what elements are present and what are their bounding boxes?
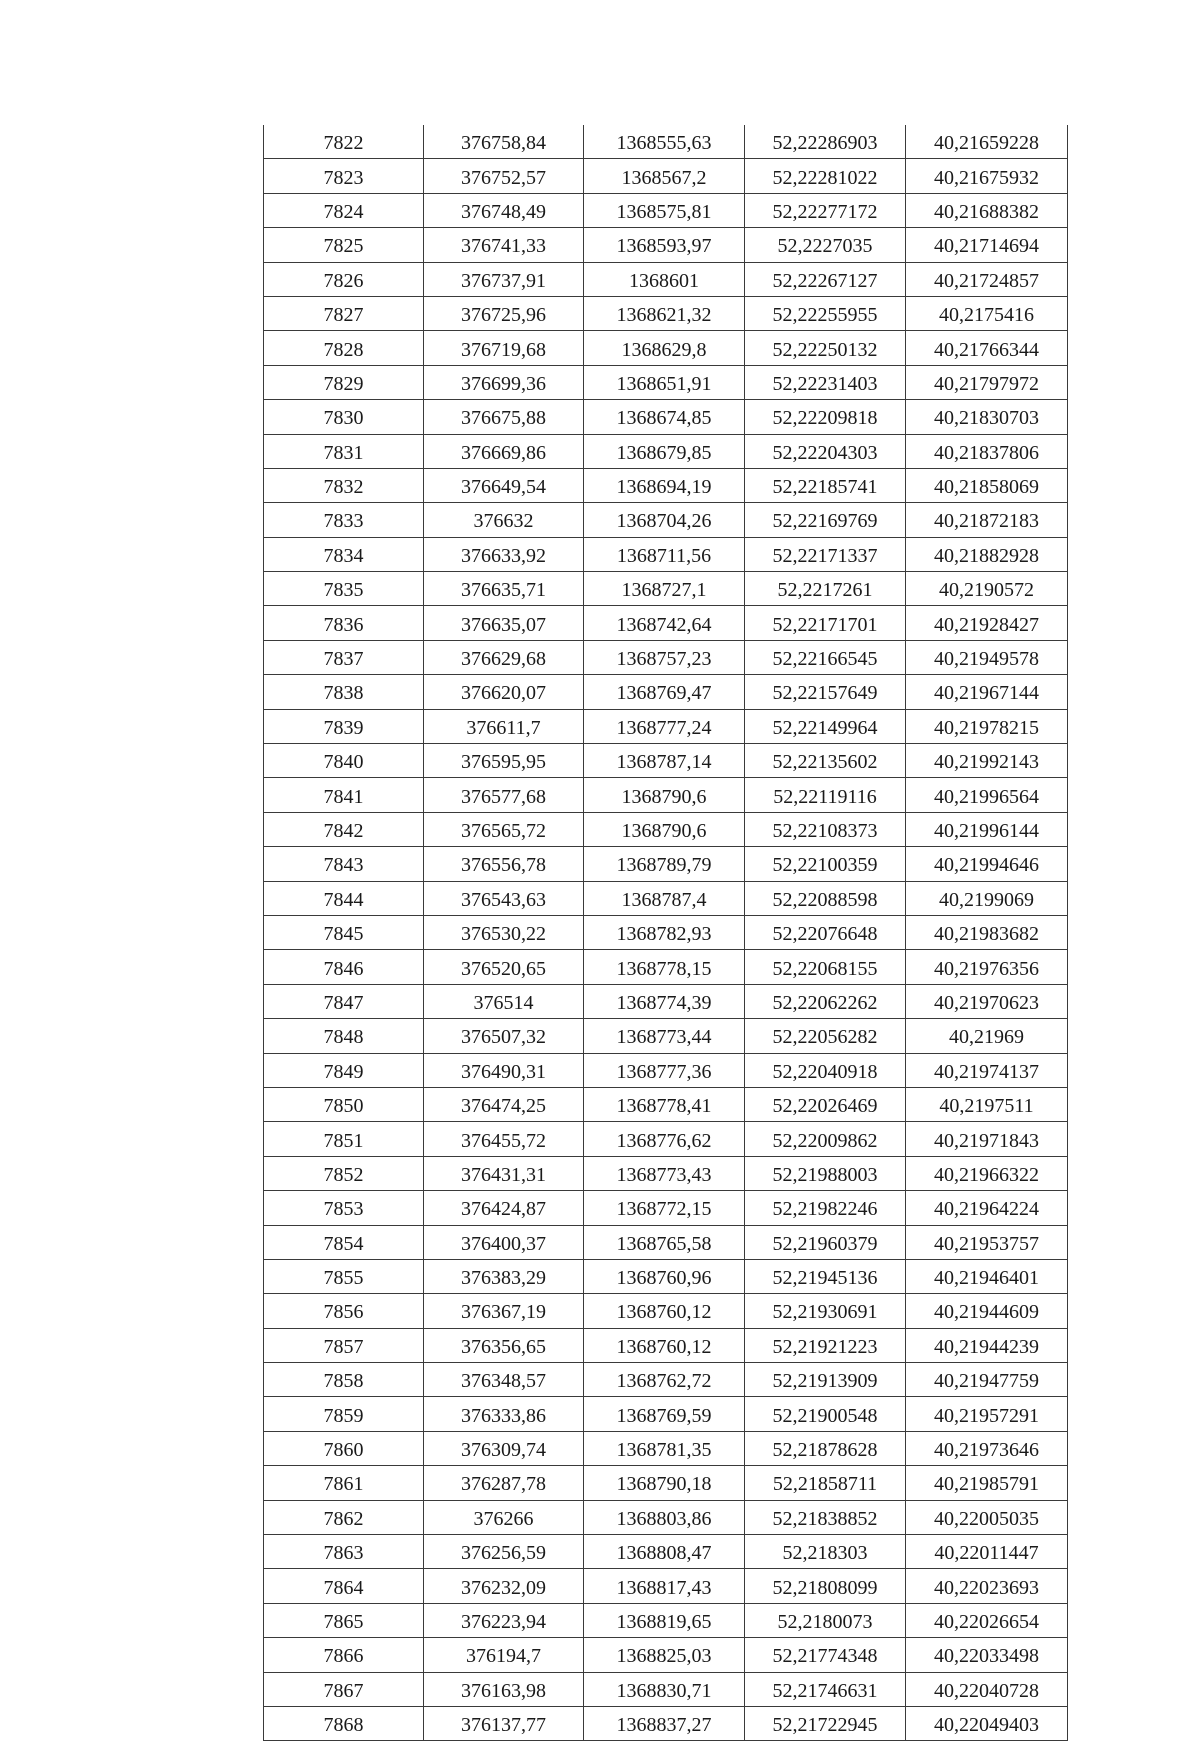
latitude-cell: 52,22267127 — [745, 262, 906, 296]
y-coordinate-cell: 1368601 — [584, 262, 745, 296]
point-number-cell: 7841 — [264, 778, 424, 812]
point-number-cell: 7832 — [264, 468, 424, 502]
table-row — [264, 572, 1068, 606]
longitude-cell: 40,21882928 — [906, 537, 1068, 571]
longitude-cell: 40,21659228 — [906, 125, 1068, 159]
table-row — [264, 640, 1068, 674]
table-row — [264, 709, 1068, 743]
longitude-cell: 40,21766344 — [906, 331, 1068, 365]
table-row — [264, 400, 1068, 434]
table-row — [264, 1603, 1068, 1637]
point-number-cell: 7854 — [264, 1225, 424, 1259]
x-coordinate-cell: 376595,95 — [424, 744, 584, 778]
point-number-cell: 7826 — [264, 262, 424, 296]
x-coordinate-cell: 376620,07 — [424, 675, 584, 709]
x-coordinate-cell: 376675,88 — [424, 400, 584, 434]
table-row — [264, 1122, 1068, 1156]
y-coordinate-cell: 1368757,23 — [584, 640, 745, 674]
latitude-cell: 52,21746631 — [745, 1672, 906, 1706]
y-coordinate-cell: 1368808,47 — [584, 1535, 745, 1569]
point-number-cell: 7865 — [264, 1603, 424, 1637]
longitude-cell: 40,21974137 — [906, 1053, 1068, 1087]
longitude-cell: 40,21946401 — [906, 1259, 1068, 1293]
y-coordinate-cell: 1368773,43 — [584, 1156, 745, 1190]
x-coordinate-cell: 376356,65 — [424, 1328, 584, 1362]
x-coordinate-cell: 376400,37 — [424, 1225, 584, 1259]
longitude-cell: 40,21837806 — [906, 434, 1068, 468]
longitude-cell: 40,21985791 — [906, 1466, 1068, 1500]
point-number-cell: 7860 — [264, 1431, 424, 1465]
y-coordinate-cell: 1368674,85 — [584, 400, 745, 434]
x-coordinate-cell: 376287,78 — [424, 1466, 584, 1500]
table-row — [264, 1466, 1068, 1500]
point-number-cell: 7837 — [264, 640, 424, 674]
longitude-cell: 40,21964224 — [906, 1191, 1068, 1225]
table-row — [264, 1638, 1068, 1672]
x-coordinate-cell: 376669,86 — [424, 434, 584, 468]
point-number-cell: 7849 — [264, 1053, 424, 1087]
point-number-cell: 7844 — [264, 881, 424, 915]
y-coordinate-cell: 1368769,47 — [584, 675, 745, 709]
latitude-cell: 52,22068155 — [745, 950, 906, 984]
longitude-cell: 40,2175416 — [906, 296, 1068, 330]
y-coordinate-cell: 1368760,12 — [584, 1328, 745, 1362]
longitude-cell: 40,21978215 — [906, 709, 1068, 743]
table-row — [264, 1328, 1068, 1362]
longitude-cell: 40,21714694 — [906, 228, 1068, 262]
x-coordinate-cell: 376223,94 — [424, 1603, 584, 1637]
point-number-cell: 7863 — [264, 1535, 424, 1569]
latitude-cell: 52,22171701 — [745, 606, 906, 640]
y-coordinate-cell: 1368711,56 — [584, 537, 745, 571]
y-coordinate-cell: 1368772,15 — [584, 1191, 745, 1225]
longitude-cell: 40,21858069 — [906, 468, 1068, 502]
x-coordinate-cell: 376266 — [424, 1500, 584, 1534]
coordinates-table-body — [264, 125, 1068, 1741]
y-coordinate-cell: 1368762,72 — [584, 1363, 745, 1397]
y-coordinate-cell: 1368773,44 — [584, 1019, 745, 1053]
latitude-cell: 52,21838852 — [745, 1500, 906, 1534]
table-row — [264, 1535, 1068, 1569]
latitude-cell: 52,22100359 — [745, 847, 906, 881]
latitude-cell: 52,22209818 — [745, 400, 906, 434]
table-row — [264, 1500, 1068, 1534]
point-number-cell: 7827 — [264, 296, 424, 330]
point-number-cell: 7835 — [264, 572, 424, 606]
y-coordinate-cell: 1368776,62 — [584, 1122, 745, 1156]
point-number-cell: 7856 — [264, 1294, 424, 1328]
y-coordinate-cell: 1368694,19 — [584, 468, 745, 502]
point-number-cell: 7839 — [264, 709, 424, 743]
point-number-cell: 7868 — [264, 1706, 424, 1740]
latitude-cell: 52,22171337 — [745, 537, 906, 571]
x-coordinate-cell: 376719,68 — [424, 331, 584, 365]
longitude-cell: 40,2199069 — [906, 881, 1068, 915]
point-number-cell: 7853 — [264, 1191, 424, 1225]
latitude-cell: 52,21808099 — [745, 1569, 906, 1603]
point-number-cell: 7825 — [264, 228, 424, 262]
latitude-cell: 52,21921223 — [745, 1328, 906, 1362]
table-row — [264, 1019, 1068, 1053]
x-coordinate-cell: 376649,54 — [424, 468, 584, 502]
x-coordinate-cell: 376611,7 — [424, 709, 584, 743]
table-row — [264, 1569, 1068, 1603]
x-coordinate-cell: 376737,91 — [424, 262, 584, 296]
y-coordinate-cell: 1368789,79 — [584, 847, 745, 881]
x-coordinate-cell: 376333,86 — [424, 1397, 584, 1431]
table-row — [264, 1706, 1068, 1740]
y-coordinate-cell: 1368778,41 — [584, 1087, 745, 1121]
x-coordinate-cell: 376530,22 — [424, 915, 584, 949]
coordinates-table — [263, 125, 1068, 1741]
x-coordinate-cell: 376163,98 — [424, 1672, 584, 1706]
point-number-cell: 7822 — [264, 125, 424, 159]
point-number-cell: 7862 — [264, 1500, 424, 1534]
table-row — [264, 675, 1068, 709]
longitude-cell: 40,22049403 — [906, 1706, 1068, 1740]
y-coordinate-cell: 1368817,43 — [584, 1569, 745, 1603]
point-number-cell: 7836 — [264, 606, 424, 640]
y-coordinate-cell: 1368781,35 — [584, 1431, 745, 1465]
latitude-cell: 52,21913909 — [745, 1363, 906, 1397]
longitude-cell: 40,21992143 — [906, 744, 1068, 778]
longitude-cell: 40,21830703 — [906, 400, 1068, 434]
longitude-cell: 40,22040728 — [906, 1672, 1068, 1706]
point-number-cell: 7858 — [264, 1363, 424, 1397]
latitude-cell: 52,21878628 — [745, 1431, 906, 1465]
latitude-cell: 52,2227035 — [745, 228, 906, 262]
point-number-cell: 7861 — [264, 1466, 424, 1500]
y-coordinate-cell: 1368774,39 — [584, 984, 745, 1018]
point-number-cell: 7867 — [264, 1672, 424, 1706]
x-coordinate-cell: 376741,33 — [424, 228, 584, 262]
table-row — [264, 365, 1068, 399]
table-row — [264, 503, 1068, 537]
y-coordinate-cell: 1368837,27 — [584, 1706, 745, 1740]
y-coordinate-cell: 1368742,64 — [584, 606, 745, 640]
x-coordinate-cell: 376629,68 — [424, 640, 584, 674]
longitude-cell: 40,2190572 — [906, 572, 1068, 606]
table-row — [264, 468, 1068, 502]
table-row — [264, 1397, 1068, 1431]
y-coordinate-cell: 1368787,4 — [584, 881, 745, 915]
point-number-cell: 7842 — [264, 812, 424, 846]
point-number-cell: 7824 — [264, 193, 424, 227]
latitude-cell: 52,22149964 — [745, 709, 906, 743]
point-number-cell: 7855 — [264, 1259, 424, 1293]
longitude-cell: 40,21973646 — [906, 1431, 1068, 1465]
point-number-cell: 7845 — [264, 915, 424, 949]
y-coordinate-cell: 1368819,65 — [584, 1603, 745, 1637]
point-number-cell: 7838 — [264, 675, 424, 709]
x-coordinate-cell: 376520,65 — [424, 950, 584, 984]
y-coordinate-cell: 1368651,91 — [584, 365, 745, 399]
latitude-cell: 52,218303 — [745, 1535, 906, 1569]
x-coordinate-cell: 376565,72 — [424, 812, 584, 846]
x-coordinate-cell: 376514 — [424, 984, 584, 1018]
latitude-cell: 52,22231403 — [745, 365, 906, 399]
latitude-cell: 52,2180073 — [745, 1603, 906, 1637]
latitude-cell: 52,2217261 — [745, 572, 906, 606]
point-number-cell: 7831 — [264, 434, 424, 468]
longitude-cell: 40,21957291 — [906, 1397, 1068, 1431]
table-row — [264, 881, 1068, 915]
longitude-cell: 40,21675932 — [906, 159, 1068, 193]
longitude-cell: 40,21976356 — [906, 950, 1068, 984]
x-coordinate-cell: 376383,29 — [424, 1259, 584, 1293]
y-coordinate-cell: 1368777,24 — [584, 709, 745, 743]
latitude-cell: 52,22108373 — [745, 812, 906, 846]
latitude-cell: 52,21930691 — [745, 1294, 906, 1328]
table-row — [264, 537, 1068, 571]
longitude-cell: 40,21969 — [906, 1019, 1068, 1053]
point-number-cell: 7840 — [264, 744, 424, 778]
latitude-cell: 52,21960379 — [745, 1225, 906, 1259]
latitude-cell: 52,22250132 — [745, 331, 906, 365]
y-coordinate-cell: 1368760,96 — [584, 1259, 745, 1293]
point-number-cell: 7847 — [264, 984, 424, 1018]
latitude-cell: 52,21982246 — [745, 1191, 906, 1225]
longitude-cell: 40,21944239 — [906, 1328, 1068, 1362]
longitude-cell: 40,22005035 — [906, 1500, 1068, 1534]
y-coordinate-cell: 1368679,85 — [584, 434, 745, 468]
table-row — [264, 1672, 1068, 1706]
latitude-cell: 52,21988003 — [745, 1156, 906, 1190]
table-row — [264, 1053, 1068, 1087]
x-coordinate-cell: 376490,31 — [424, 1053, 584, 1087]
latitude-cell: 52,22062262 — [745, 984, 906, 1018]
table-row — [264, 159, 1068, 193]
y-coordinate-cell: 1368555,63 — [584, 125, 745, 159]
table-row — [264, 1259, 1068, 1293]
x-coordinate-cell: 376748,49 — [424, 193, 584, 227]
x-coordinate-cell: 376348,57 — [424, 1363, 584, 1397]
longitude-cell: 40,21996564 — [906, 778, 1068, 812]
y-coordinate-cell: 1368765,58 — [584, 1225, 745, 1259]
x-coordinate-cell: 376699,36 — [424, 365, 584, 399]
point-number-cell: 7823 — [264, 159, 424, 193]
table-row — [264, 125, 1068, 159]
longitude-cell: 40,22011447 — [906, 1535, 1068, 1569]
table-row — [264, 847, 1068, 881]
x-coordinate-cell: 376232,09 — [424, 1569, 584, 1603]
table-row — [264, 1294, 1068, 1328]
y-coordinate-cell: 1368575,81 — [584, 193, 745, 227]
longitude-cell: 40,2197511 — [906, 1087, 1068, 1121]
latitude-cell: 52,21900548 — [745, 1397, 906, 1431]
latitude-cell: 52,22286903 — [745, 125, 906, 159]
point-number-cell: 7857 — [264, 1328, 424, 1362]
table-row — [264, 778, 1068, 812]
latitude-cell: 52,22009862 — [745, 1122, 906, 1156]
longitude-cell: 40,21994646 — [906, 847, 1068, 881]
table-row — [264, 915, 1068, 949]
x-coordinate-cell: 376309,74 — [424, 1431, 584, 1465]
latitude-cell: 52,22255955 — [745, 296, 906, 330]
table-row — [264, 1225, 1068, 1259]
point-number-cell: 7828 — [264, 331, 424, 365]
table-row — [264, 984, 1068, 1018]
longitude-cell: 40,21967144 — [906, 675, 1068, 709]
x-coordinate-cell: 376474,25 — [424, 1087, 584, 1121]
x-coordinate-cell: 376367,19 — [424, 1294, 584, 1328]
y-coordinate-cell: 1368760,12 — [584, 1294, 745, 1328]
table-row — [264, 193, 1068, 227]
x-coordinate-cell: 376431,31 — [424, 1156, 584, 1190]
x-coordinate-cell: 376543,63 — [424, 881, 584, 915]
table-row — [264, 331, 1068, 365]
longitude-cell: 40,21928427 — [906, 606, 1068, 640]
y-coordinate-cell: 1368621,32 — [584, 296, 745, 330]
table-row — [264, 1191, 1068, 1225]
y-coordinate-cell: 1368777,36 — [584, 1053, 745, 1087]
longitude-cell: 40,22026654 — [906, 1603, 1068, 1637]
point-number-cell: 7859 — [264, 1397, 424, 1431]
table-row — [264, 744, 1068, 778]
table-row — [264, 296, 1068, 330]
x-coordinate-cell: 376577,68 — [424, 778, 584, 812]
x-coordinate-cell: 376632 — [424, 503, 584, 537]
table-row — [264, 1087, 1068, 1121]
longitude-cell: 40,21944609 — [906, 1294, 1068, 1328]
y-coordinate-cell: 1368629,8 — [584, 331, 745, 365]
longitude-cell: 40,21724857 — [906, 262, 1068, 296]
point-number-cell: 7864 — [264, 1569, 424, 1603]
y-coordinate-cell: 1368790,6 — [584, 812, 745, 846]
x-coordinate-cell: 376758,84 — [424, 125, 584, 159]
y-coordinate-cell: 1368790,6 — [584, 778, 745, 812]
longitude-cell: 40,21688382 — [906, 193, 1068, 227]
y-coordinate-cell: 1368704,26 — [584, 503, 745, 537]
longitude-cell: 40,21983682 — [906, 915, 1068, 949]
longitude-cell: 40,21996144 — [906, 812, 1068, 846]
x-coordinate-cell: 376424,87 — [424, 1191, 584, 1225]
latitude-cell: 52,22185741 — [745, 468, 906, 502]
table-row — [264, 606, 1068, 640]
table-row — [264, 812, 1068, 846]
latitude-cell: 52,22040918 — [745, 1053, 906, 1087]
longitude-cell: 40,21966322 — [906, 1156, 1068, 1190]
x-coordinate-cell: 376635,07 — [424, 606, 584, 640]
x-coordinate-cell: 376556,78 — [424, 847, 584, 881]
latitude-cell: 52,22281022 — [745, 159, 906, 193]
y-coordinate-cell: 1368778,15 — [584, 950, 745, 984]
point-number-cell: 7851 — [264, 1122, 424, 1156]
x-coordinate-cell: 376635,71 — [424, 572, 584, 606]
latitude-cell: 52,22119116 — [745, 778, 906, 812]
point-number-cell: 7850 — [264, 1087, 424, 1121]
point-number-cell: 7833 — [264, 503, 424, 537]
x-coordinate-cell: 376507,32 — [424, 1019, 584, 1053]
point-number-cell: 7843 — [264, 847, 424, 881]
x-coordinate-cell: 376137,77 — [424, 1706, 584, 1740]
latitude-cell: 52,22166545 — [745, 640, 906, 674]
latitude-cell: 52,22056282 — [745, 1019, 906, 1053]
point-number-cell: 7830 — [264, 400, 424, 434]
latitude-cell: 52,22157649 — [745, 675, 906, 709]
x-coordinate-cell: 376256,59 — [424, 1535, 584, 1569]
x-coordinate-cell: 376455,72 — [424, 1122, 584, 1156]
x-coordinate-cell: 376194,7 — [424, 1638, 584, 1672]
y-coordinate-cell: 1368803,86 — [584, 1500, 745, 1534]
point-number-cell: 7834 — [264, 537, 424, 571]
latitude-cell: 52,22169769 — [745, 503, 906, 537]
table-row — [264, 228, 1068, 262]
table-row — [264, 262, 1068, 296]
y-coordinate-cell: 1368825,03 — [584, 1638, 745, 1672]
latitude-cell: 52,22135602 — [745, 744, 906, 778]
y-coordinate-cell: 1368593,97 — [584, 228, 745, 262]
latitude-cell: 52,22076648 — [745, 915, 906, 949]
table-row — [264, 1156, 1068, 1190]
longitude-cell: 40,21949578 — [906, 640, 1068, 674]
latitude-cell: 52,21945136 — [745, 1259, 906, 1293]
latitude-cell: 52,21722945 — [745, 1706, 906, 1740]
point-number-cell: 7848 — [264, 1019, 424, 1053]
latitude-cell: 52,22088598 — [745, 881, 906, 915]
x-coordinate-cell: 376633,92 — [424, 537, 584, 571]
longitude-cell: 40,21947759 — [906, 1363, 1068, 1397]
longitude-cell: 40,22033498 — [906, 1638, 1068, 1672]
table-row — [264, 950, 1068, 984]
y-coordinate-cell: 1368787,14 — [584, 744, 745, 778]
longitude-cell: 40,21970623 — [906, 984, 1068, 1018]
y-coordinate-cell: 1368567,2 — [584, 159, 745, 193]
y-coordinate-cell: 1368769,59 — [584, 1397, 745, 1431]
latitude-cell: 52,22277172 — [745, 193, 906, 227]
y-coordinate-cell: 1368727,1 — [584, 572, 745, 606]
longitude-cell: 40,21872183 — [906, 503, 1068, 537]
table-row — [264, 1363, 1068, 1397]
longitude-cell: 40,21953757 — [906, 1225, 1068, 1259]
point-number-cell: 7829 — [264, 365, 424, 399]
latitude-cell: 52,21774348 — [745, 1638, 906, 1672]
longitude-cell: 40,22023693 — [906, 1569, 1068, 1603]
table-row — [264, 1431, 1068, 1465]
y-coordinate-cell: 1368790,18 — [584, 1466, 745, 1500]
point-number-cell: 7852 — [264, 1156, 424, 1190]
latitude-cell: 52,22204303 — [745, 434, 906, 468]
point-number-cell: 7846 — [264, 950, 424, 984]
x-coordinate-cell: 376725,96 — [424, 296, 584, 330]
longitude-cell: 40,21797972 — [906, 365, 1068, 399]
x-coordinate-cell: 376752,57 — [424, 159, 584, 193]
latitude-cell: 52,21858711 — [745, 1466, 906, 1500]
latitude-cell: 52,22026469 — [745, 1087, 906, 1121]
y-coordinate-cell: 1368830,71 — [584, 1672, 745, 1706]
longitude-cell: 40,21971843 — [906, 1122, 1068, 1156]
table-row — [264, 434, 1068, 468]
y-coordinate-cell: 1368782,93 — [584, 915, 745, 949]
point-number-cell: 7866 — [264, 1638, 424, 1672]
